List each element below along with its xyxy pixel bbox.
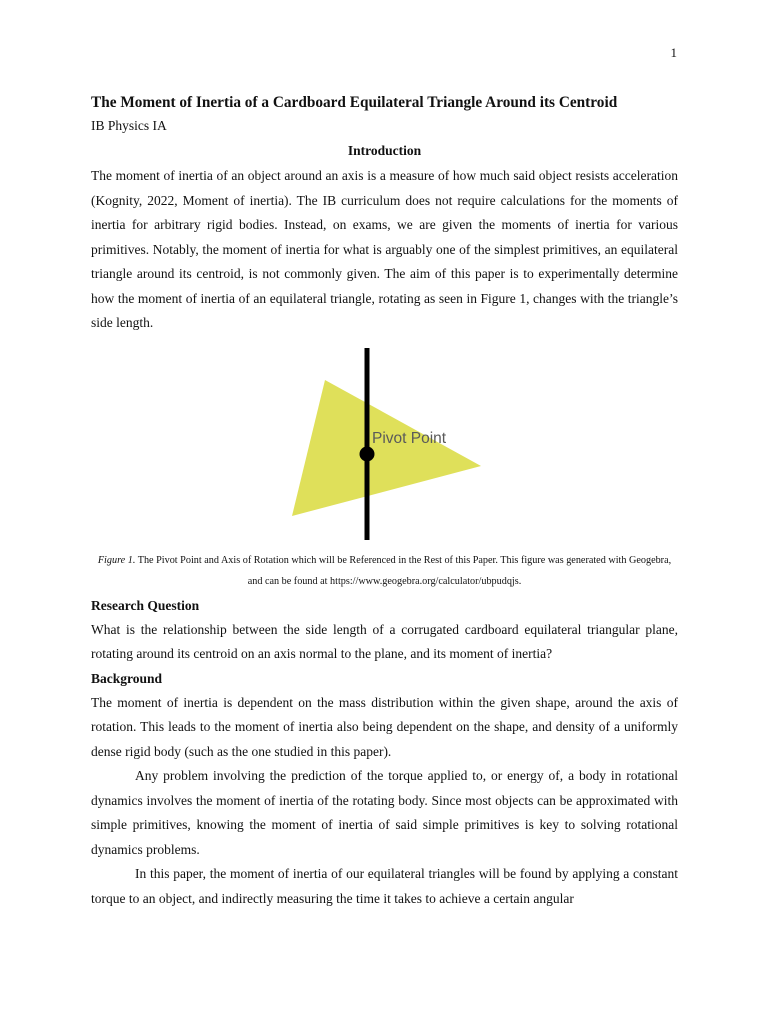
research-question-paragraph: What is the relationship between the side length of a corrugated cardboard equilateral triangular plane, rotating around its centroid on an axis normal to the plane, and its moment of inertia? bbox=[91, 621, 678, 661]
paper-subtitle: IB Physics IA bbox=[91, 118, 167, 133]
figure-1-caption-label: Figure 1. bbox=[97, 554, 136, 566]
pivot-point-label: Pivot Point bbox=[372, 429, 447, 447]
research-question-heading: Research Question bbox=[91, 597, 200, 613]
equilateral-triangle bbox=[292, 380, 481, 516]
background-paragraph-1: The moment of inertia is dependent on the mass distribution within the given shape, around the axis of rotation. This leads to the moment of inertia also being dependent on the shape, and density of a uniformly dense rigid body (such as the one studied in this paper). bbox=[91, 694, 678, 759]
figure-1-caption-text: The Pivot Point and Axis of Rotation which will be Referenced in the Rest of this Paper. This figure was generated with Geogebra, and can be found at https://www.geogebra.org/calculator/ubpudqjs. bbox=[135, 554, 672, 587]
pivot-point-dot bbox=[360, 446, 375, 461]
figure-1-caption bbox=[91, 550, 678, 592]
figure-1-diagram bbox=[91, 342, 678, 550]
paper-body bbox=[91, 92, 678, 911]
introduction-paragraph: The moment of inertia of an object around an axis is a measure of how much said object resists acceleration (Kognity, 2022, Moment of inertia). The IB curriculum does not require calculations for the moments of inertia for arbitrary rigid bodies. Instead, on exams, we are given the moments of inertia for various primitives. Notably, the moment of inertia for what is arguably one of the simplest primitives, an equilateral triangle around its centroid, is not commonly given. The aim of this paper is to experimentally determine how the moment of inertia of an equilateral triangle, rotating as seen in Figure 1, changes with the triangle’s side length. bbox=[91, 168, 678, 330]
introduction-heading: Introduction bbox=[347, 143, 422, 158]
background-heading: Background bbox=[91, 670, 163, 686]
page-number: 1 bbox=[670, 45, 677, 60]
figure-1 bbox=[91, 342, 678, 550]
paper-title: The Moment of Inertia of a Cardboard Equilateral Triangle Around its Centroid bbox=[91, 94, 618, 111]
background-paragraph-3: In this paper, the moment of inertia of our equilateral triangles will be found by applying a constant torque to an object, and indirectly measuring the time it takes to achieve a certain angular bbox=[91, 866, 678, 906]
background-paragraph-2: Any problem involving the prediction of the torque applied to, or energy of, a body in rotational dynamics involves the moment of inertia of the rotating body. Since most objects can be approximated with simple primitives, knowing the moment of inertia of said simple primitives is key to solving rotational dynamics problems. bbox=[91, 768, 678, 857]
